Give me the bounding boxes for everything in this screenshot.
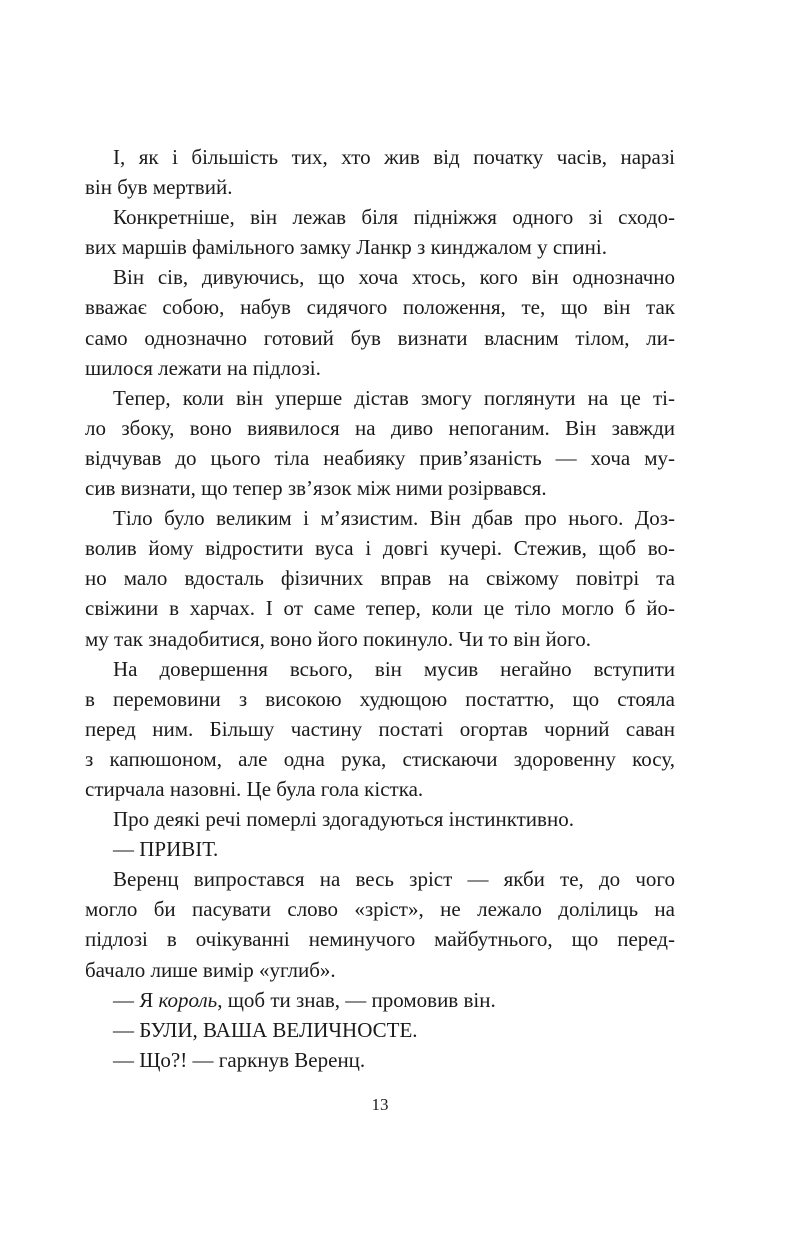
paragraph [85,262,675,382]
text-line: Він сів, дивуючись, що хоча хтось, кого він однозначно [113,265,675,290]
paragraph [85,985,675,1015]
text-line: шилося лежати на підлозі. [85,355,321,380]
text-line: відчував до цього тіла неабияку прив’язаність — хоча му- [85,445,675,470]
text-line: вих маршів фамільного замку Ланкр з кинджалом у спині. [85,235,607,260]
text-line: На довершення всього, він мусив негайно вступити [113,656,675,681]
text-line: ло збоку, воно виявилося на диво непоганим. Він завжди [85,415,675,440]
text-line: Тепер, коли він уперше дістав змогу поглянути на це ті- [113,385,675,410]
paragraph [85,1015,675,1045]
paragraph [85,202,675,262]
text-line: І, як і більшість тих, хто жив від початку часів, наразі [113,145,675,169]
italic-word: король [158,987,218,1012]
text-line: — БУЛИ, ВАША ВЕЛИЧНОСТЕ. [113,1017,418,1042]
text-line: но мало вдосталь фізичних вправ на свіжому повітрі та [85,566,675,591]
paragraph [85,383,675,503]
paragraph [85,1045,675,1075]
page-text [85,142,675,1075]
paragraph [85,834,675,864]
text-line: волив йому відростити вуса і довгі кучері. Стежив, щоб во- [85,536,675,561]
text-line: Про деякі речі померлі здогадуються інстинктивно. [113,807,574,832]
page-number: 13 [371,1095,389,1114]
text-line: бачало лише вимір «углиб». [85,957,336,982]
text-segment: — Я [113,987,159,1012]
text-line: му так знадобитися, воно його покинуло. Чи то він його. [85,626,592,651]
text-line: Веренц випростався на весь зріст — якби те, до чого [113,867,675,892]
paragraph [85,804,675,834]
text-line: само однозначно готовий був визнати власним тілом, ли- [85,325,675,350]
text-line: він був мертвий. [85,175,233,200]
text-line: сив визнати, що тепер зв’язок між ними розірвався. [85,476,547,501]
text-line: могло би пасувати слово «зріст», не лежало долілиць на [85,897,675,922]
text-segment: , щоб ти знав, — промовив він. [217,987,496,1012]
text-line: в перемовини з високою худющою постаттю, що стояла [85,686,675,711]
text-line: підлозі в очікуванні неминучого майбутнього, що перед- [85,927,675,952]
paragraph [85,503,675,653]
text-line: — Що?! — гаркнув Веренц. [113,1047,366,1072]
paragraph [85,864,675,984]
text-line: свіжини в харчах. І от саме тепер, коли це тіло могло б йо- [85,596,675,621]
text-line [85,985,675,1015]
text-line: — ПРИВІТ. [113,837,219,862]
paragraph [85,654,675,804]
text-line: Тіло було великим і м’язистим. Він дбав про нього. Доз- [113,506,675,531]
text-line: перед ним. Більшу частину постаті огортав чорний саван [85,716,675,741]
paragraph [85,142,675,202]
text-line: з капюшоном, але одна рука, стискаючи здоровенну косу, [85,746,675,771]
text-line: Конкретніше, він лежав біля підніжжя одного зі сходо- [113,205,675,230]
text-line: стирчала назовні. Це була гола кістка. [85,776,424,801]
text-line: вважає собою, набув сидячого положення, те, що він так [85,295,675,320]
